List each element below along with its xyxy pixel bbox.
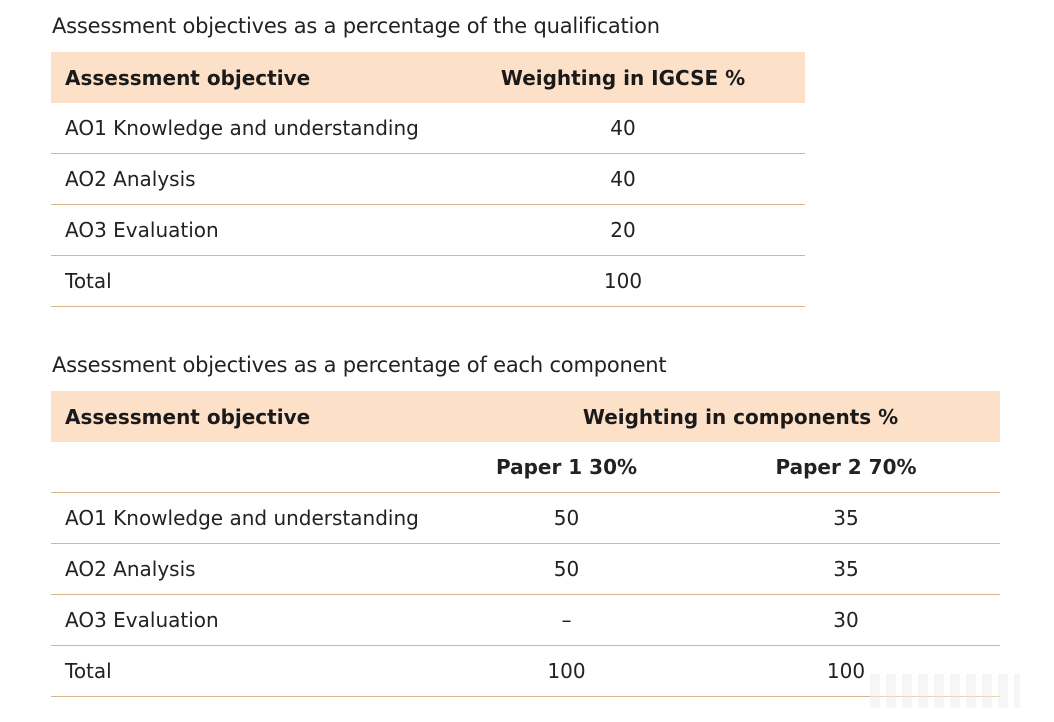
paper1-cell: 50 [441,493,692,544]
paper2-cell: 35 [692,493,1000,544]
paper1-cell: 50 [441,544,692,595]
weighting-cell: 40 [441,154,805,205]
column-header-paper2: Paper 2 70% [692,442,1000,493]
components-table-caption: Assessment objectives as a percentage of each component [52,353,667,377]
table-row [51,544,1000,595]
column-header-objective: Assessment objective [51,391,441,442]
objective-cell: AO2 Analysis [51,154,441,205]
components-weighting-table [51,391,1000,697]
paper1-cell: – [441,595,692,646]
objective-cell: Total [51,256,441,307]
qualification-table-caption: Assessment objectives as a percentage of the qualification [52,14,660,38]
objective-cell: AO3 Evaluation [51,595,441,646]
table-row [51,595,1000,646]
objective-cell: AO3 Evaluation [51,205,441,256]
weighting-cell: 100 [441,256,805,307]
empty-cell [51,442,441,493]
watermark-overlay [870,674,1020,708]
paper2-cell: 35 [692,544,1000,595]
table-row [51,205,805,256]
qualification-weighting-table [51,52,805,307]
table-row-total [51,256,805,307]
table-row [51,103,805,154]
paper2-cell: 30 [692,595,1000,646]
objective-cell: Total [51,646,441,697]
objective-cell: AO2 Analysis [51,544,441,595]
objective-cell: AO1 Knowledge and understanding [51,493,441,544]
weighting-cell: 20 [441,205,805,256]
column-header-weighting: Weighting in IGCSE % [441,52,805,103]
weighting-cell: 40 [441,103,805,154]
table-header-row [51,391,1000,442]
column-header-objective: Assessment objective [51,52,441,103]
column-header-weighting: Weighting in components % [441,391,1000,442]
table-subheader-row [51,442,1000,493]
paper1-cell: 100 [441,646,692,697]
table-row-total [51,646,1000,697]
paper2-cell: 100 [692,646,1000,697]
objective-cell: AO1 Knowledge and understanding [51,103,441,154]
table-row [51,154,805,205]
table-header-row [51,52,805,103]
column-header-paper1: Paper 1 30% [441,442,692,493]
table-row [51,493,1000,544]
